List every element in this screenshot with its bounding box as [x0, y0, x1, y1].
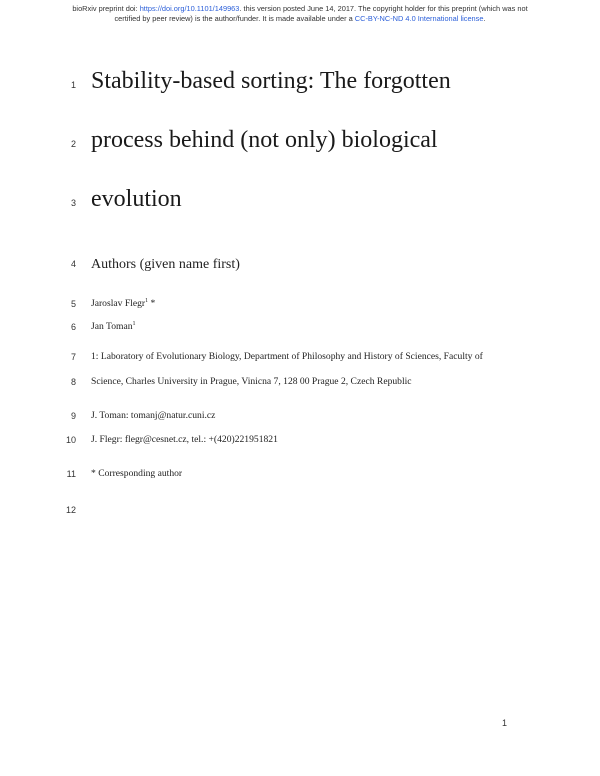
authors-heading: Authors (given name first) — [91, 257, 240, 272]
header-suffix: . this version posted June 14, 2017. The copyright holder for this preprint (which was not — [239, 4, 528, 13]
header-line-2 — [0, 14, 600, 24]
title-line-1: Stability-based sorting: The forgotten — [91, 68, 451, 94]
contact-flegr: J. Flegr: flegr@cesnet.cz, tel.: +(420)221951821 — [91, 434, 278, 445]
affiliation-line-1: 1: Laboratory of Evolutionary Biology, Department of Philosophy and History of Sciences, Faculty of — [91, 351, 483, 362]
corresponding-mark: * — [148, 298, 156, 309]
author-1-affiliation: 1 — [145, 297, 149, 304]
line-number: 10 — [65, 435, 76, 445]
author-1-name: Jaroslav Flegr — [91, 298, 146, 309]
affiliation-line-2: Science, Charles University in Prague, Vinicna 7, 128 00 Prague 2, Czech Republic — [91, 376, 412, 387]
line-number: 3 — [70, 198, 76, 208]
line-number: 11 — [66, 469, 76, 479]
header-line2-prefix: certified by peer review) is the author/funder. It is made available under a — [114, 13, 355, 23]
title-line-2: process behind (not only) biological — [91, 127, 438, 153]
author-1 — [91, 298, 155, 310]
header-prefix: bioRxiv preprint doi: — [72, 4, 140, 13]
line-number: 7 — [70, 352, 76, 362]
author-2 — [91, 321, 136, 333]
header-line2-suffix: . — [483, 13, 486, 23]
author-2-name: Jan Toman — [91, 321, 133, 332]
line-number: 4 — [70, 259, 76, 269]
preprint-header — [0, 4, 600, 23]
page-number: 1 — [502, 718, 508, 728]
line-number: 12 — [65, 505, 76, 515]
header-line-1 — [0, 4, 600, 14]
corresponding-author-note: * Corresponding author — [91, 468, 183, 479]
line-number: 6 — [70, 322, 76, 332]
contact-toman: J. Toman: tomanj@natur.cuni.cz — [91, 410, 216, 421]
line-number: 2 — [70, 139, 76, 149]
line-number: 9 — [70, 411, 76, 421]
doi-link[interactable]: https://doi.org/10.1101/149963 — [139, 4, 240, 13]
license-link[interactable]: CC-BY-NC-ND 4.0 International license — [354, 13, 484, 23]
line-number: 8 — [70, 377, 76, 387]
author-2-affiliation: 1 — [132, 320, 136, 327]
line-number: 5 — [70, 299, 76, 309]
line-number: 1 — [70, 80, 76, 90]
title-line-3: evolution — [91, 186, 182, 212]
